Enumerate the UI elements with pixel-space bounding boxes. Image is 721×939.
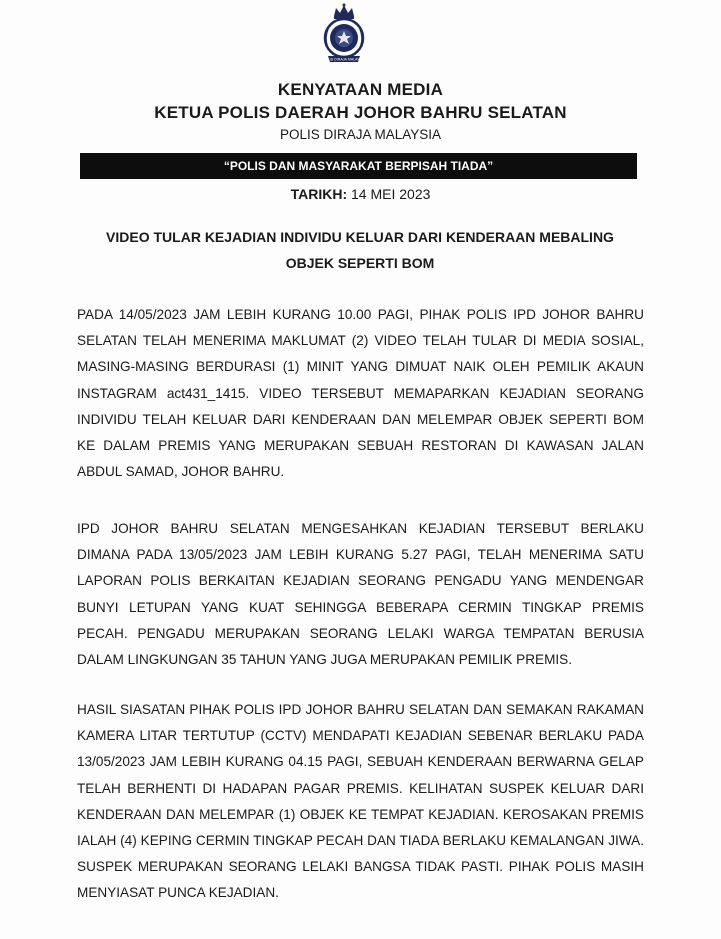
crest-ribbon-text: POLIS DIRAJA MALAYSIA bbox=[322, 57, 366, 62]
paragraph-3: HASIL SIASATAN PIHAK POLIS IPD JOHOR BAHRU SELATAN DAN SEMAKAN RAKAMAN KAMERA LITAR TERTUTUP (CCTV) MENDAPATI KEJADIAN SEBENAR BERLAKU PADA 13/05/2023 JAM LEBIH KURANG 04.15 PAGI, SEBUAH KENDERAAN BERWARNA GELAP TELAH BERHENTI DI HADAPAN PAGAR PREMIS. KELIHATAN SUSPEK KELUAR DARI KENDERAAN DAN MELEMPAR (1) OBJEK KE TEMPAT KEJADIAN. KEROSAKAN PREMIS IALAH (4) KEPING CERMIN TINGKAP PECAH DAN TIADA BERLAKU KEMALANGAN JIWA. SUSPEK MERUPAKAN SEORANG LELAKI BANGSA TIDAK PASTI. PIHAK POLIS MASIH MENYIASAT PUNCA KEJADIAN. bbox=[77, 702, 644, 901]
agency-name: POLIS DIRAJA MALAYSIA bbox=[279, 127, 442, 142]
paragraph-2: IPD JOHOR BAHRU SELATAN MENGESAHKAN KEJADIAN TERSEBUT BERLAKU DIMANA PADA 13/05/2023 JAM LEBIH KURANG 5.27 PAGI, TELAH MENERIMA SATU LAPORAN POLIS BERKAITAN KEJADIAN SEORANG PENGADU YANG MENDENGAR BUNYI LETUPAN YANG KUAT SEHINGGA BEBERAPA CERMIN TINGKAP PREMIS PECAH. PENGADU MERUPAKAN SEORANG LELAKI WARGA TEMPATAN BERUSIA DALAM LINGKUNGAN 35 TAHUN YANG JUGA MERUPAKAN PEMILIK PREMIS. bbox=[77, 521, 644, 668]
motto-bar bbox=[80, 153, 637, 179]
date-label: TARIKH: bbox=[290, 186, 348, 202]
date-value: 14 MEI 2023 bbox=[347, 186, 431, 202]
police-crest-icon bbox=[318, 2, 370, 64]
headline-line-2: OBJEK SEPERTI BOM bbox=[285, 255, 435, 271]
headline-line-1: VIDEO TULAR KEJADIAN INDIVIDU KELUAR DARI KENDERAAN MEBALING bbox=[106, 229, 614, 245]
title-line-1: KENYATAAN MEDIA bbox=[277, 80, 444, 99]
date-line bbox=[0, 186, 721, 202]
title-line-2: KETUA POLIS DAERAH JOHOR BAHRU SELATAN bbox=[154, 103, 567, 122]
motto-text: “POLIS DAN MASYARAKAT BERPISAH TIADA” bbox=[223, 159, 494, 173]
paragraph-1: PADA 14/05/2023 JAM LEBIH KURANG 10.00 PAGI, PIHAK POLIS IPD JOHOR BAHRU SELATAN TELAH MENERIMA MAKLUMAT (2) VIDEO TELAH TULAR DI MEDIA SOSIAL, MASING-MASING BERDURASI (1) MINIT YANG DIMUAT NAIK OLEH PEMILIK AKAUN INSTAGRAM act431_1415. VIDEO TERSEBUT MEMAPARKAN KEJADIAN SEORANG INDIVIDU TELAH KELUAR DARI KENDERAAN DAN MELEMPAR OBJEK SEPERTI BOM KE DALAM PREMIS YANG MERUPAKAN SEBUAH RESTORAN DI KAWASAN JALAN ABDUL SAMAD, JOHOR BAHRU. bbox=[77, 307, 644, 480]
